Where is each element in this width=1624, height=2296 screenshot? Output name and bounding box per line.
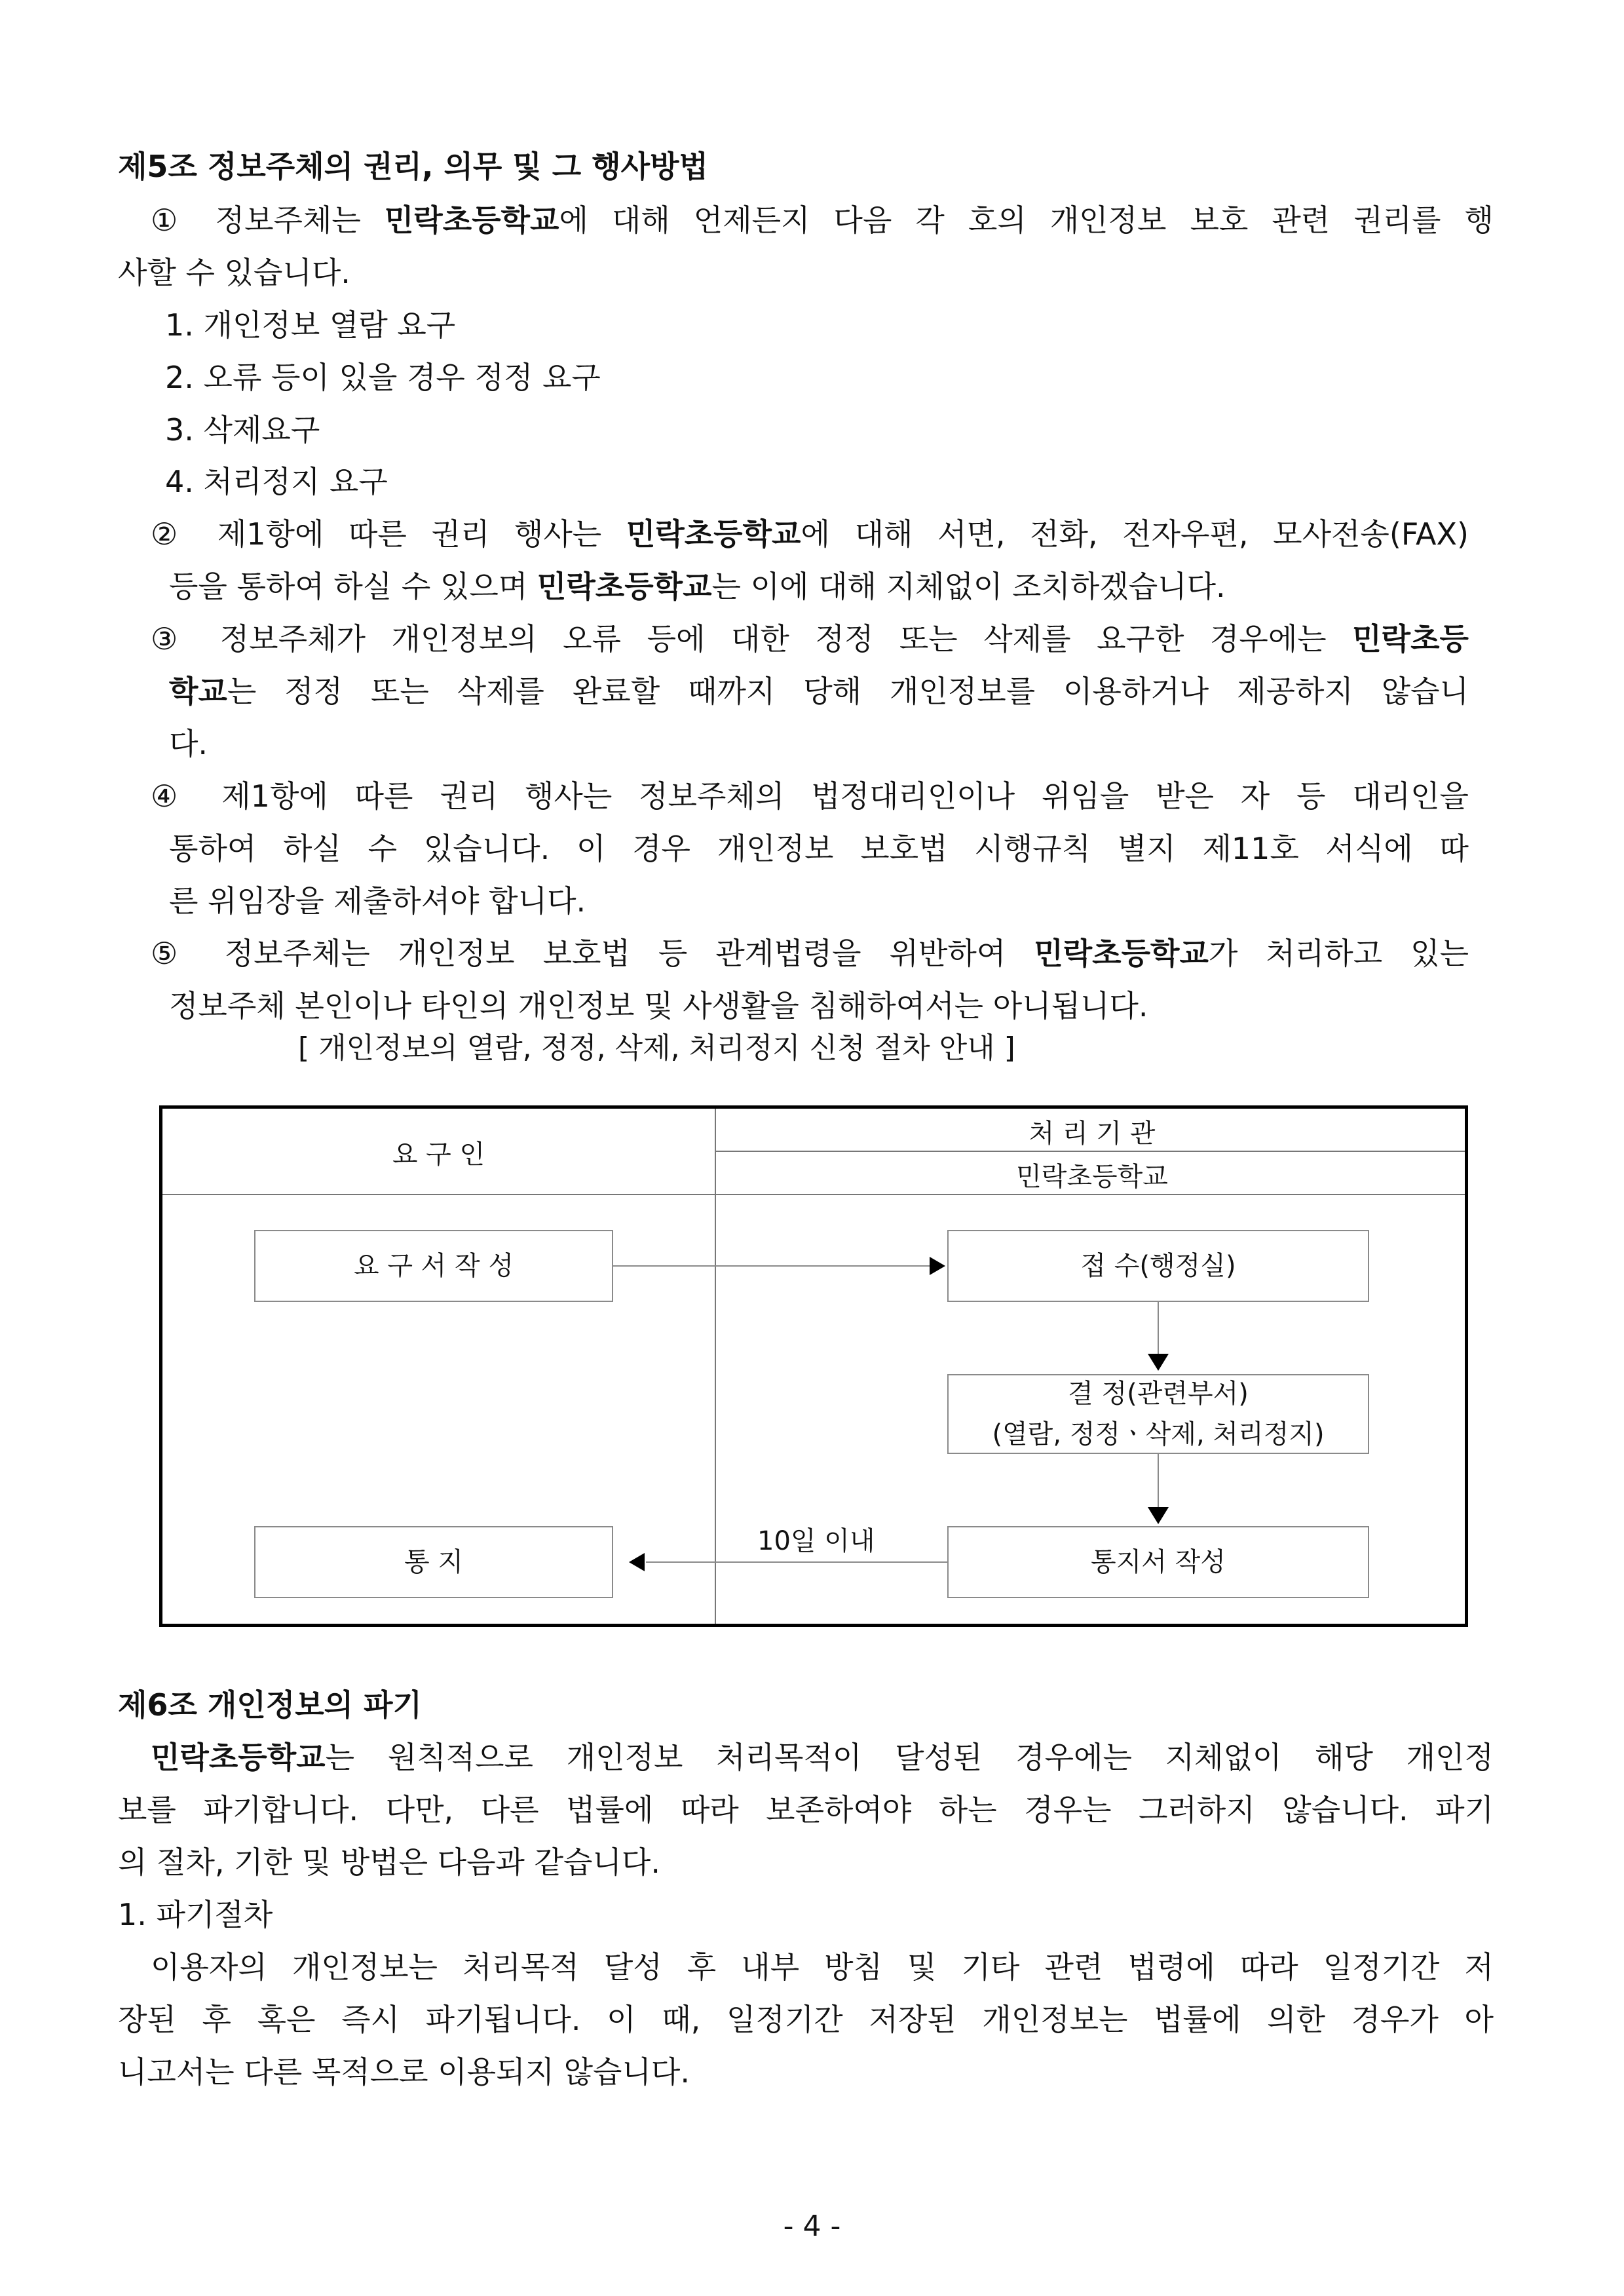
school-name: 민락초등학교 — [537, 569, 712, 604]
section5-para5-line1: ⑤ 정보주체는 개인정보 보호법 등 관계법령을 위반하여 민락초등학교가 처리하고 있는 — [151, 936, 1469, 971]
right-item-2: 2. 오류 등이 있을 경우 정정 요구 — [165, 360, 601, 395]
decision-box: 결 정(관련부서) (열람, 정정ㆍ삭제, 처리정지) — [947, 1374, 1369, 1454]
section5-title: 제5조 정보주체의 권리, 의무 및 그 행사방법 — [118, 149, 708, 184]
flowchart-caption: [ 개인정보의 열람, 정정, 삭제, 처리정지 신청 절차 안내 ] — [298, 1031, 1015, 1065]
page-number: - 4 - — [783, 2210, 841, 2243]
write-request-box: 요 구 서 작 성 — [254, 1230, 613, 1302]
receive-connector — [1158, 1302, 1159, 1354]
section6-para2-line3: 니고서는 다른 목적으로 이용되지 않습니다. — [118, 2054, 690, 2090]
notice-connector — [646, 1561, 947, 1563]
section6-para1-line1: 민락초등학교는 원칙적으로 개인정보 처리목적이 달성된 경우에는 지체없이 해당 개인정 — [151, 1740, 1494, 1775]
school-name: 민락초등학교 — [626, 516, 801, 552]
section5-para4-line1: ④ 제1항에 따른 권리 행사는 정보주체의 법정대리인이나 위임을 받은 자 등 대리인을 — [151, 778, 1469, 814]
section5-para3-line3: 다. — [169, 726, 208, 761]
section6-title: 제6조 개인정보의 파기 — [118, 1687, 422, 1723]
write-notice-box: 통지서 작성 — [947, 1526, 1369, 1598]
section5-para1-line2: 사할 수 있습니다. — [118, 255, 350, 290]
procedure-flowchart — [159, 1105, 1468, 1627]
notify-box: 통 지 — [254, 1526, 613, 1598]
destruction-procedure-heading: 1. 파기절차 — [118, 1897, 273, 1932]
section5-para3-line1: ③ 정보주체가 개인정보의 오류 등에 대한 정정 또는 삭제를 요구한 경우에는 민락초등 — [151, 621, 1469, 657]
request-connector — [613, 1265, 932, 1267]
decision-connector — [1158, 1454, 1159, 1509]
school-name: 민락초등학교 — [1034, 936, 1209, 971]
section5-para4-line2: 통하여 하실 수 있습니다. 이 경우 개인정보 보호법 시행규칙 별지 제11호 서식에 따 — [169, 831, 1469, 866]
school-name: 민락초등학교 — [384, 202, 559, 238]
arrow-down-icon — [1148, 1507, 1169, 1524]
school-name: 민락초등학교 — [151, 1740, 326, 1775]
section5-para3-line2: 학교는 정정 또는 삭제를 완료할 때까지 당해 개인정보를 이용하거나 제공하지 않습니 — [169, 674, 1469, 709]
section5-para2-line1: ② 제1항에 따른 권리 행사는 민락초등학교에 대해 서면, 전화, 전자우편, 모사전송(FAX) — [151, 516, 1469, 552]
section5-para4-line3: 른 위임장을 제출하셔야 합니다. — [169, 883, 586, 919]
section5-para2-line2: 등을 통하여 하실 수 있으며 민락초등학교는 이에 대해 지체없이 조치하겠습니다. — [169, 569, 1226, 604]
receive-box: 접 수(행정실) — [947, 1230, 1369, 1302]
header-divider — [162, 1194, 1465, 1195]
right-item-3: 3. 삭제요구 — [165, 412, 320, 448]
arrow-down-icon — [1148, 1354, 1169, 1371]
section6-para2-line2: 장된 후 혹은 즉시 파기됩니다. 이 때, 일정기간 저장된 개인정보는 법률에 의한 경우가 아 — [118, 2002, 1494, 2037]
section5-para5-line2: 정보주체 본인이나 타인의 개인정보 및 사생활을 침해하여서는 아니됩니다. — [169, 988, 1148, 1024]
school-name: 민락초등 — [1352, 621, 1469, 657]
right-item-4: 4. 처리정지 요구 — [165, 464, 388, 499]
processor-name: 민락초등학교 — [1016, 1162, 1168, 1192]
subheader-divider — [716, 1151, 1465, 1152]
section6-para1-line3: 의 절차, 기한 및 방법은 다음과 같습니다. — [118, 1845, 660, 1880]
section5-para1-line1: ① 정보주체는 민락초등학교에 대해 언제든지 다음 각 호의 개인정보 보호 관련 권리를 행 — [151, 202, 1494, 238]
section6-para2-line1: 이용자의 개인정보는 처리목적 달성 후 내부 방침 및 기타 관련 법령에 따라 일정기간 저 — [151, 1949, 1494, 1985]
section6-para1-line2: 보를 파기합니다. 다만, 다른 법률에 따라 보존하여야 하는 경우는 그러하지 않습니다. 파기 — [118, 1792, 1494, 1827]
arrow-right-icon — [930, 1257, 945, 1275]
arrow-left-icon — [629, 1553, 645, 1571]
processor-header: 처 리 기 관 — [1029, 1119, 1156, 1149]
requester-header: 요 구 인 — [392, 1139, 485, 1170]
right-item-1: 1. 개인정보 열람 요구 — [165, 307, 456, 343]
deadline-label: 10일 이내 — [757, 1526, 875, 1556]
